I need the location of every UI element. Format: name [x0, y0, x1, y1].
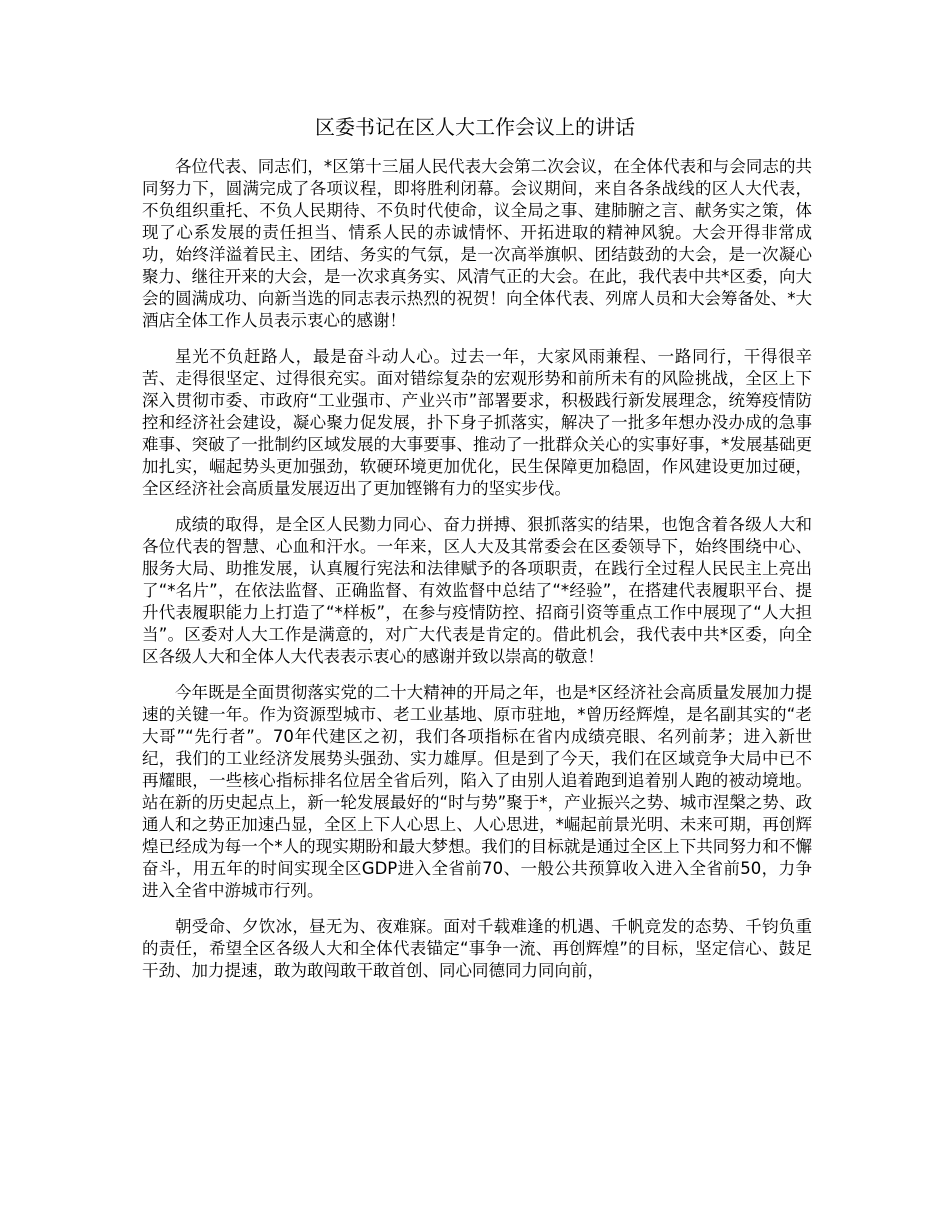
paragraph: 今年既是全面贯彻落实党的二十大精神的开局之年，也是*区经济社会高质量发展加力提速的关键一年。作为资源型城市、老工业基地、原市驻地，*曾历经辉煌，是名副其实的“老大哥”“先行者”。70年代建区之初，我们各项指标在省内成绩亮眼、名列前茅；进入新世纪，我们的工业经济发展势头强劲、实力雄厚。但是到了今天，我们在区域竞争大局中已不再耀眼，一些核心指标排名位居全省后列，陷入了由别人追着跑到追着别人跑的被动境地。站在新的历史起点上，新一轮发展最好的“时与势”聚于*，产业振兴之势、城市涅槃之势、政通人和之势正加速凸显，全区上下人心思上、人心思进，*崛起前景光明、未来可期，再创辉煌已经成为每一个*人的现实期盼和最大梦想。我们的目标就是通过全区上下共同努力和不懈奋斗，用五年的时间实现全区GDP进入全省前70、一般公共预算收入进入全省前50，力争进入全省中游城市行列。 [142, 683, 812, 900]
paragraph: 成绩的取得，是全区人民勠力同心、奋力拼搏、狠抓落实的结果，也饱含着各级人大和各位代表的智慧、心血和汗水。一年来，区人大及其常委会在区委领导下，始终围绕中心、服务大局、助推发展，认真履行宪法和法律赋予的各项职责，在践行全过程人民民主上亮出了“*名片”，在依法监督、正确监督、有效监督中总结了“*经验”，在搭建代表履职平台、提升代表履职能力上打造了“*样板”，在参与疫情防控、招商引资等重点工作中展现了“人大担当”。区委对人大工作是满意的，对广大代表是肯定的。借此机会，我代表中共*区委，向全区各级人大和全体人大代表表示衷心的感谢并致以崇高的敬意！ [142, 515, 812, 666]
paragraph: 各位代表、同志们，*区第十三届人民代表大会第二次会议，在全体代表和与会同志的共同努力下，圆满完成了各项议程，即将胜利闭幕。会议期间，来自各条战线的区人大代表，不负组织重托、不负人民期待、不负时代使命，议全局之事、建肺腑之言、献务实之策，体现了心系发展的责任担当、情系人民的赤诚情怀、开拓进取的精神风貌。大会开得非常成功，始终洋溢着民主、团结、务实的气氛，是一次高举旗帜、团结鼓劲的大会，是一次凝心聚力、继往开来的大会，是一次求真务实、风清气正的大会。在此，我代表中共*区委，向大会的圆满成功、向新当选的同志表示热烈的祝贺！向全体代表、列席人员和大会筹备处、*大酒店全体工作人员表示衷心的感谢！ [142, 157, 812, 330]
paragraph: 星光不负赶路人，最是奋斗动人心。过去一年，大家风雨兼程、一路同行，干得很辛苦、走得很坚定、过得很充实。面对错综复杂的宏观形势和前所未有的风险挑战，全区上下深入贯彻市委、市政府“工业强市、产业兴市”部署要求，积极践行新发展理念，统筹疫情防控和经济社会建设，凝心聚力促发展，扑下身子抓落实，解决了一批多年想办没办成的急事难事、突破了一批制约区域发展的大事要事、推动了一批群众关心的实事好事，*发展基础更加扎实，崛起势头更加强劲，软硬环境更加优化，民生保障更加稳固，作风建设更加过硬，全区经济社会高质量发展迈出了更加铿锵有力的坚实步伐。 [142, 347, 812, 498]
document-title: 区委书记在区人大工作会议上的讲话 [315, 115, 635, 139]
paragraph: 朝受命、夕饮冰，昼无为、夜难寐。面对千载难逢的机遇、千帆竞发的态势、千钧负重的责任，希望全区各级人大和全体代表锚定“事争一流、再创辉煌”的目标，坚定信心、鼓足干劲、加力提速，敢为敢闯敢干敢首创、同心同德同力同向前， [142, 917, 812, 980]
document-body [142, 156, 812, 996]
